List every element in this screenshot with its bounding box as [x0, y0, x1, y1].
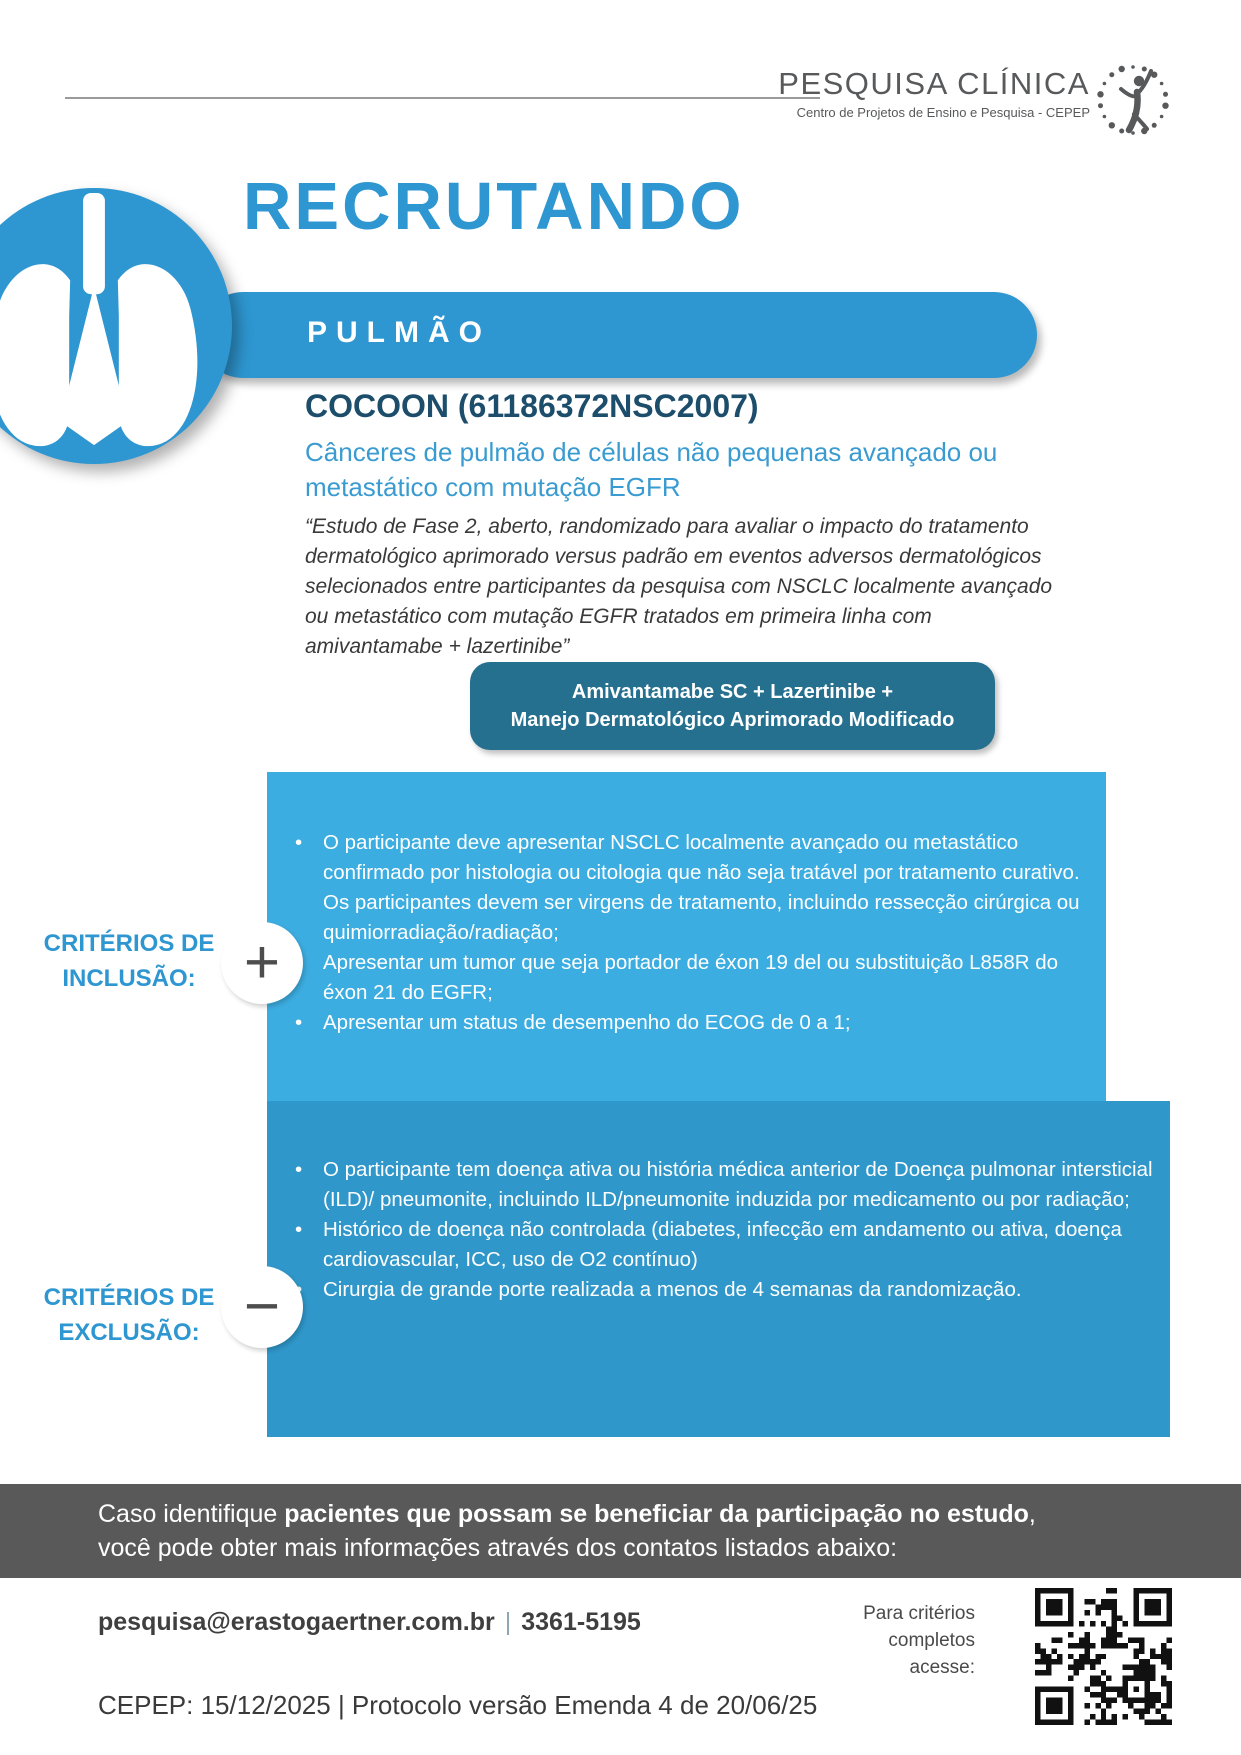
contact-separator: | — [504, 1608, 512, 1636]
treatment-box-line: Manejo Dermatológico Aprimorado Modificado — [510, 709, 955, 731]
study-description-line: dermatológico aprimorado versus padrão em eventos adversos dermatológicos — [305, 545, 1042, 568]
treatment-box-line: Amivantamabe SC + Lazertinibe + — [571, 681, 894, 703]
footer-message-line2: você pode obter mais informações através dos contatos listados abaixo: — [98, 1534, 898, 1562]
study-description-line: amivantamabe + lazertinibe” — [305, 635, 570, 658]
minus-icon: − — [221, 1266, 303, 1348]
study-subtitle-line: metastático com mutação EGFR — [305, 472, 681, 502]
treatment-box — [470, 662, 995, 750]
brand-title: PESQUISA CLÍNICA — [778, 66, 1090, 101]
qr-caption-line: Para critérios — [863, 1603, 975, 1624]
exclusion-label — [28, 1280, 230, 1350]
protocol-info: CEPEP: 15/12/2025 | Protocolo versão Emenda 4 de 20/06/25 — [98, 1690, 818, 1720]
exclusion-list — [289, 1155, 1158, 1305]
qr-code-icon — [1035, 1588, 1172, 1725]
exclusion-item: Histórico de doença não controlada (diabetes, infecção em andamento ou ativa, doença cardiovascular, ICC, uso de O2 contínuo) — [323, 1218, 1122, 1271]
exclusion-item: O participante tem doença ativa ou história médica anterior de Doença pulmonar intersticial (ILD)/ pneumonite, incluindo ILD/pneumonite induzida por medicamento ou por radiação; — [323, 1158, 1153, 1211]
qr-caption-line: acesse: — [909, 1657, 975, 1678]
inclusion-label-line1: CRITÉRIOS DE — [43, 930, 215, 957]
plus-icon: + — [221, 922, 303, 1004]
exclusion-item: Cirurgia de grande porte realizada a menos de 4 semanas da randomização. — [323, 1278, 1022, 1301]
study-description-line: “Estudo de Fase 2, aberto, randomizado para avaliar o impacto do tratamento — [305, 515, 1029, 538]
exclusion-panel — [267, 1101, 1170, 1437]
exclusion-label-line1: CRITÉRIOS DE — [43, 1284, 215, 1311]
inclusion-item: O participante deve apresentar NSCLC localmente avançado ou metastático confirmado por histologia ou citologia que não seja tratável por tratamento curativo. Os participantes devem ser virgens de tratamento, incluindo ressecção cirúrgica ou quimiorradiação/radiação; — [323, 831, 1080, 944]
exclusion-label-line2: EXCLUSÃO: — [58, 1319, 200, 1346]
contact-email: pesquisa@erastogaertner.com.br — [98, 1608, 495, 1636]
inclusion-label-line2: INCLUSÃO: — [62, 965, 196, 992]
study-subtitle — [305, 435, 997, 505]
inclusion-item: Apresentar um status de desempenho do ECOG de 0 a 1; — [323, 1011, 851, 1034]
qr-caption-line: completos — [888, 1630, 975, 1651]
inclusion-panel — [267, 772, 1106, 1101]
organ-banner — [200, 292, 1037, 378]
inclusion-list — [289, 828, 1096, 1038]
brand-block — [640, 66, 1090, 120]
qr-caption — [790, 1600, 975, 1681]
study-description-line: ou metastático com mutação EGFR tratados em primeira linha com — [305, 605, 932, 628]
inclusion-label — [28, 926, 230, 996]
study-description — [305, 512, 1052, 662]
study-title: COCOON (61186372NSC2007) — [305, 388, 759, 424]
lungs-icon — [0, 187, 233, 465]
footer-band — [0, 1484, 1241, 1578]
organ-banner-label: PULMÃO — [307, 316, 491, 349]
contact-phone: 3361-5195 — [521, 1608, 641, 1636]
footer-message-line1: Caso identifique pacientes que possam se beneficiar da participação no estudo, — [98, 1500, 1036, 1528]
recruiting-title: RECRUTANDO — [243, 169, 745, 244]
contact-line — [98, 1608, 641, 1637]
brand-subtitle: Centro de Projetos de Ensino e Pesquisa - CEPEP — [796, 105, 1090, 120]
inclusion-item: Apresentar um tumor que seja portador de éxon 19 del ou substituição L858R do éxon 21 do EGFR; — [323, 951, 1059, 1004]
study-description-line: selecionados entre participantes da pesquisa com NSCLC localmente avançado — [305, 575, 1053, 598]
study-subtitle-line: Cânceres de pulmão de células não pequenas avançado ou — [305, 437, 998, 467]
cepep-person-logo-icon — [1095, 62, 1171, 138]
